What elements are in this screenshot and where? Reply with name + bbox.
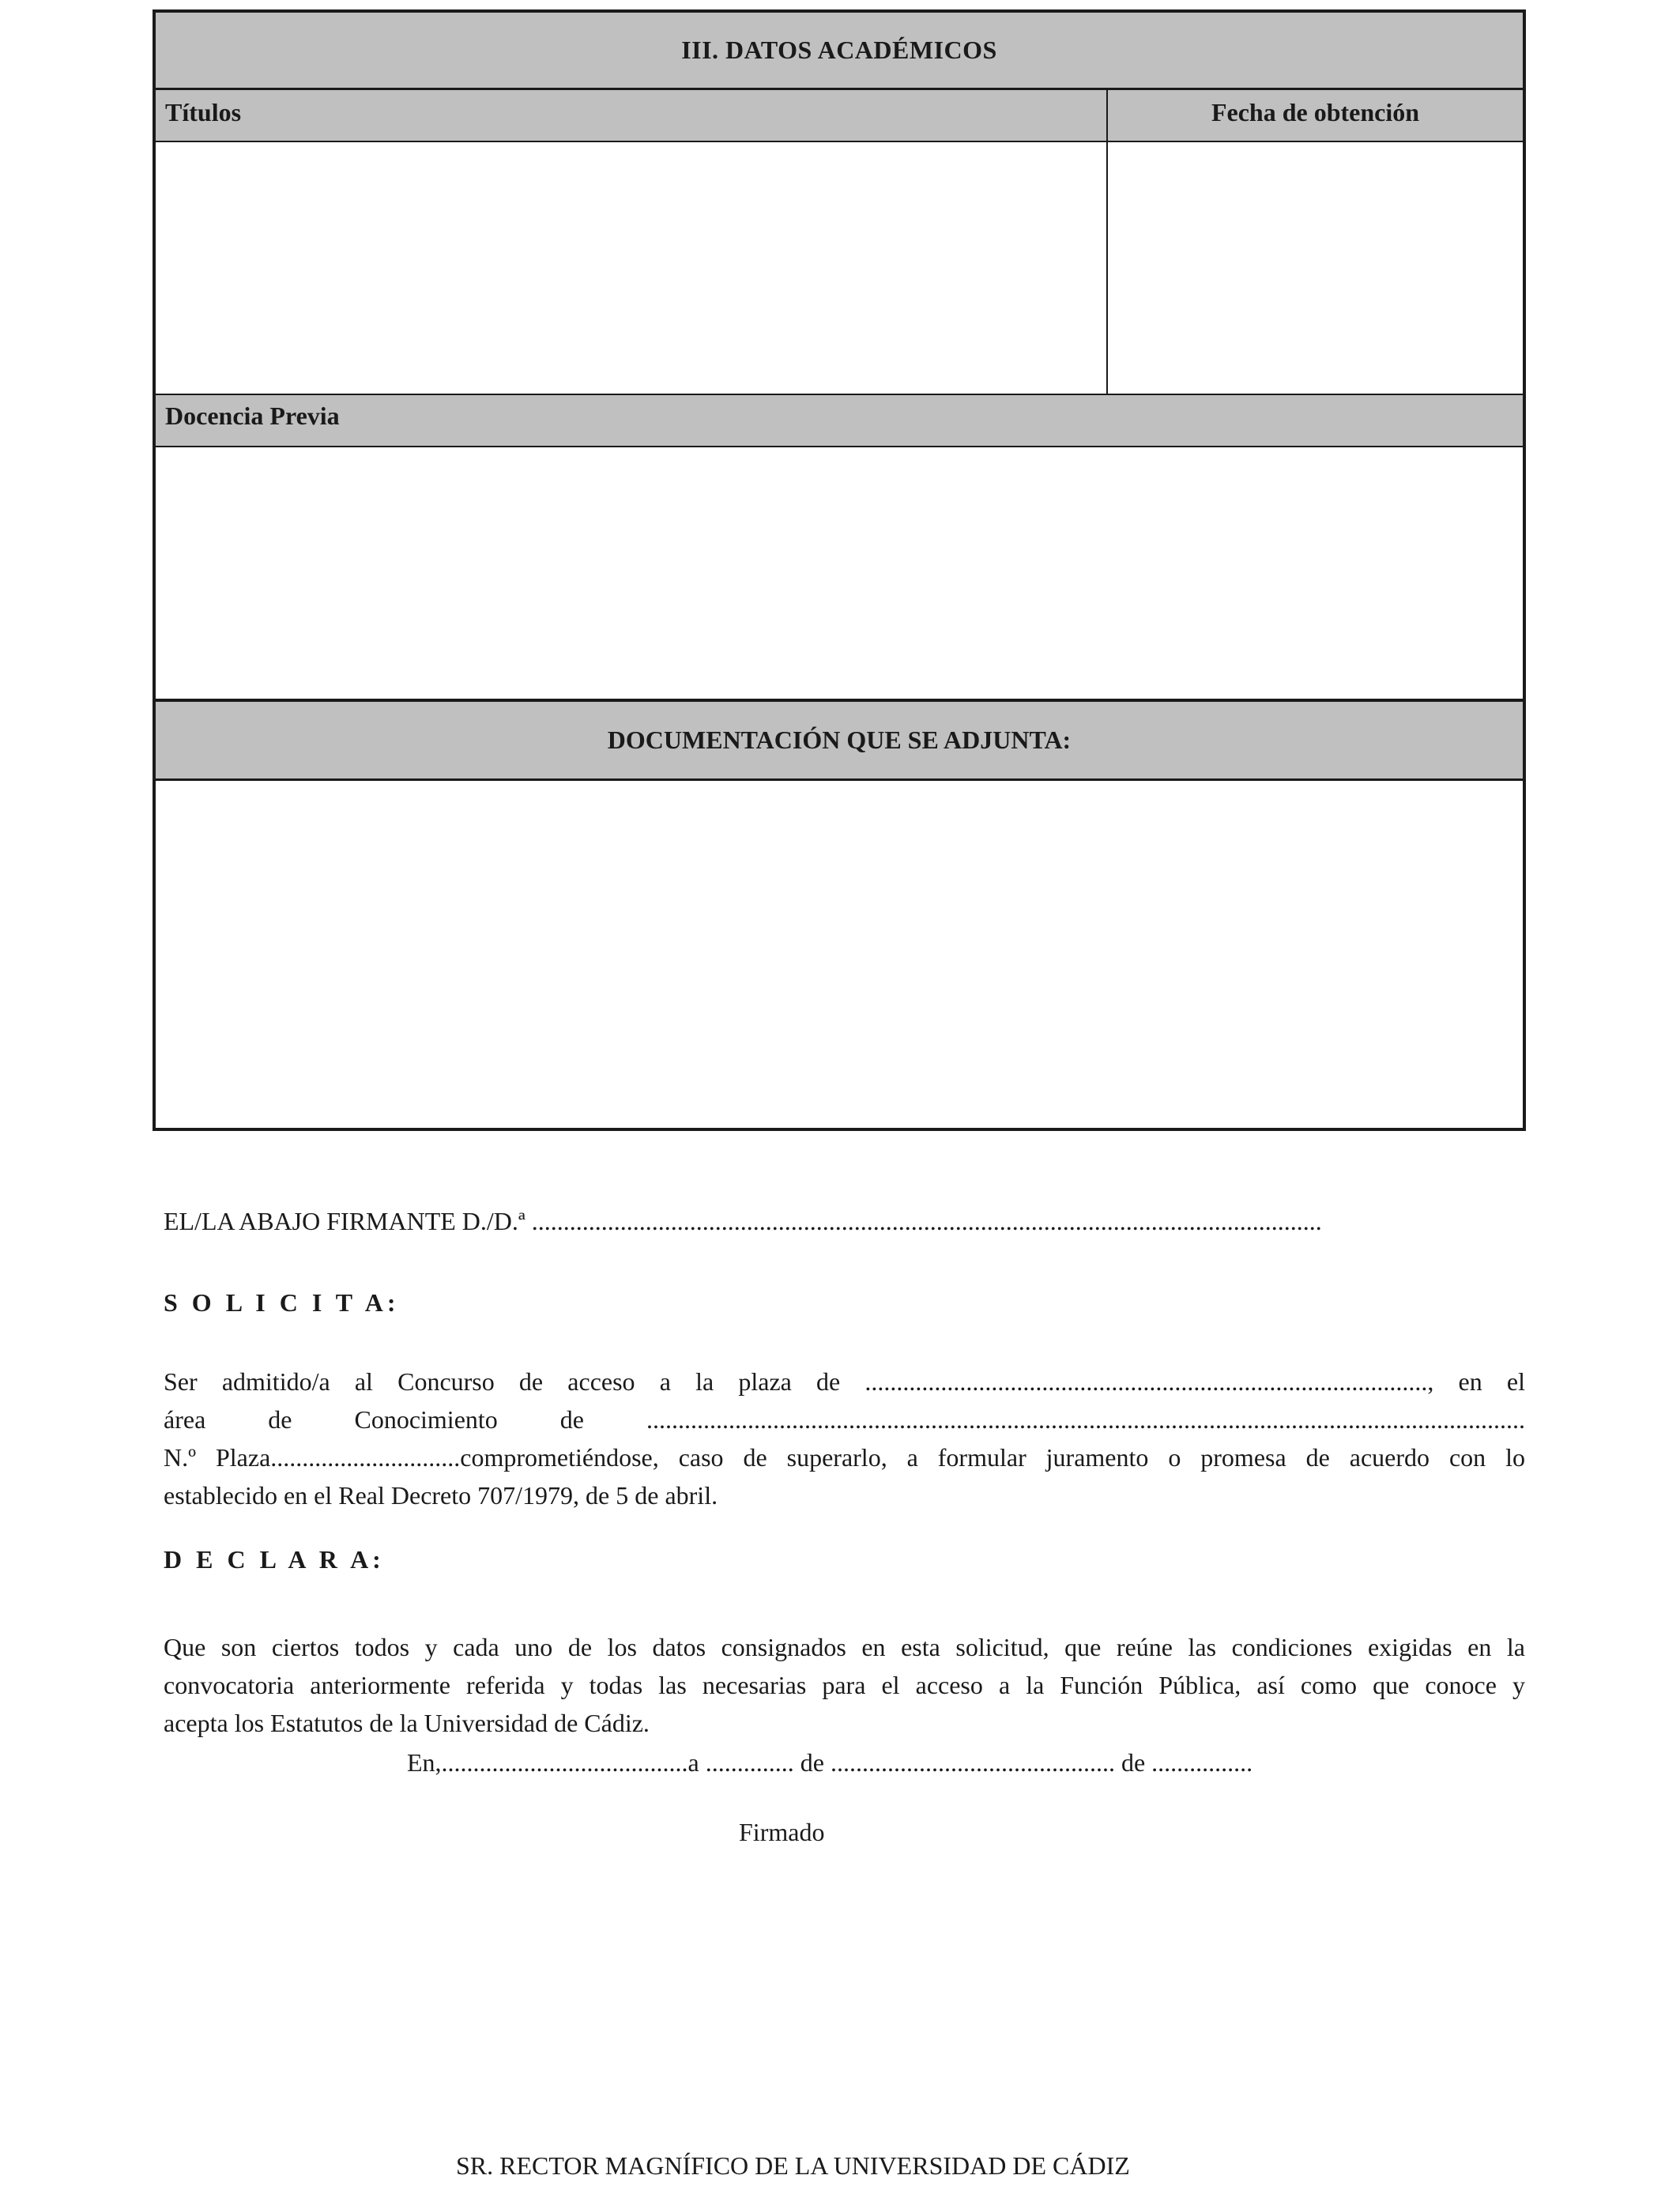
attached-documents-header: DOCUMENTACIÓN QUE SE ADJUNTA: <box>156 702 1523 781</box>
previous-teaching-header: Docencia Previa <box>156 395 1523 447</box>
attached-documents-field[interactable] <box>156 781 1523 1128</box>
requests-line: área de Conocimiento de ........................................................................................................................................... <box>164 1405 1525 1434</box>
requests-paragraph <box>164 1363 1525 1514</box>
previous-teaching-field[interactable] <box>156 447 1523 702</box>
titles-field[interactable] <box>156 142 1108 394</box>
declares-line: Que son ciertos todos y cada uno de los datos consignados en esta solicitud, que reúne las condiciones exigidas en la <box>164 1633 1525 1661</box>
requests-line: Ser admitido/a al Concurso de acceso a la plaza de ........................................................................................., en el <box>164 1367 1525 1396</box>
signed-label: Firmado <box>739 1818 825 1846</box>
declares-paragraph <box>164 1628 1525 1742</box>
academic-column-headers <box>156 90 1523 142</box>
addressee-line: SR. RECTOR MAGNÍFICO DE LA UNIVERSIDAD DE CÁDIZ <box>456 2151 1130 2180</box>
place-date-line: En,.......................................a .............. de ............................................. de ................ <box>407 1748 1253 1777</box>
signer-line: EL/LA ABAJO FIRMANTE D./D.ª ............................................................................................................................. <box>164 1207 1322 1235</box>
date-obtained-column-header: Fecha de obtención <box>1211 98 1420 126</box>
requests-line: N.º Plaza..............................comprometiéndose, caso de superarlo, a formular juramento o promesa de acuerdo con lo <box>164 1443 1525 1472</box>
academic-section-title: III. DATOS ACADÉMICOS <box>156 13 1523 90</box>
declares-line: convocatoria anteriormente referida y todas las necesarias para el acceso a la Función Pública, así como que conoce y <box>164 1671 1525 1699</box>
requests-line: establecido en el Real Decreto 707/1979, de 5 de abril. <box>164 1481 718 1510</box>
academic-data-table <box>153 9 1526 1131</box>
titles-column-header: Títulos <box>156 90 1108 141</box>
declares-line: acepta los Estatutos de la Universidad de Cádiz. <box>164 1709 650 1737</box>
declares-heading: D E C L A R A: <box>164 1545 385 1574</box>
titles-entry-area[interactable] <box>156 142 1523 395</box>
requests-heading: S O L I C I T A: <box>164 1288 400 1317</box>
